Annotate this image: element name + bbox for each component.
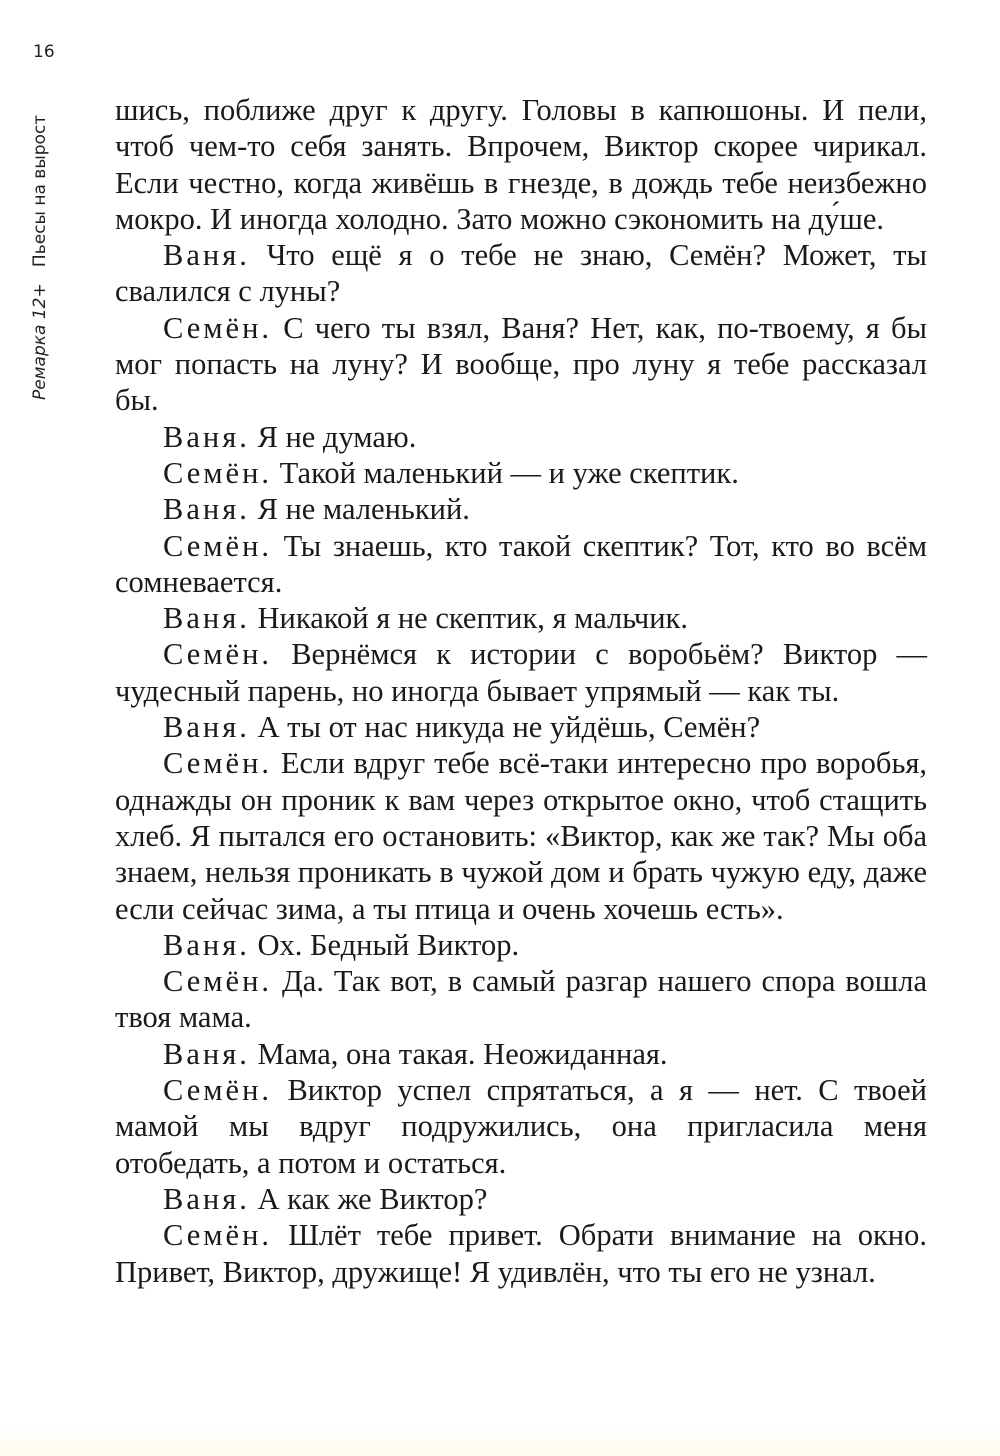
running-header — [30, 115, 50, 400]
dialogue-text: Такой маленький — и уже скептик. — [279, 455, 739, 490]
speaker-name: Ваня. — [163, 1181, 250, 1216]
dialogue-text: А ты от нас никуда не уйдёшь, Семён? — [257, 710, 761, 745]
dialogue-line — [115, 1181, 927, 1217]
speaker-name: Ваня. — [163, 927, 250, 962]
dialogue-line — [115, 1036, 927, 1072]
dialogue-line — [115, 528, 927, 601]
speaker-name: Семён. — [163, 746, 273, 781]
speaker-name: Ваня. — [163, 238, 250, 273]
dialogue-text: А как же Виктор? — [257, 1181, 488, 1216]
speaker-name: Ваня. — [163, 492, 250, 527]
speaker-name: Ваня. — [163, 601, 250, 636]
dialogue-line — [115, 455, 927, 491]
dialogue-text: Мама, она такая. Неожиданная. — [257, 1036, 668, 1071]
speaker-name: Семён. — [163, 1073, 273, 1108]
dialogue-line — [115, 1217, 927, 1290]
speaker-name: Семён. — [163, 455, 273, 490]
dialogue-line — [115, 745, 927, 926]
dialogue-text: Никакой я не скептик, я мальчик. — [257, 601, 688, 636]
dialogue-text: Если вдруг тебе всё-таки интересно про воробья, однажды он проник к вам через открытое окно, чтоб стащить хлеб. Я пытался его остановить: «Виктор, как же так? Мы оба знаем, нельзя проникать в чужой дом и брать чужую еду, даже если сейчас зима, а ты птица и очень хочешь есть». — [115, 746, 928, 926]
dialogue-line — [115, 709, 927, 745]
dialogue-text: С чего ты взял, Ваня? Нет, как, по-твоему, я бы мог попасть на луну? И вообще, про луну я тебе рассказал бы. — [115, 310, 927, 418]
dialogue-text: Я не маленький. — [257, 492, 470, 527]
speaker-name: Ваня. — [163, 1036, 250, 1071]
dialogue-line — [115, 963, 927, 1036]
dialogue-line — [115, 237, 927, 310]
dialogue-text: Ох. Бедный Виктор. — [257, 927, 520, 962]
dialogue-line — [115, 927, 927, 963]
book-title: Пьесы на вырост — [30, 114, 50, 268]
dialogue-line — [115, 600, 927, 636]
page-number: 16 — [33, 42, 55, 62]
series-name: Ремарка 12+ — [30, 283, 50, 400]
speaker-name: Ваня. — [163, 710, 250, 745]
dialogue-text: Ты знаешь, кто такой скептик? Тот, кто во всём сомневается. — [115, 528, 928, 599]
speaker-name: Семён. — [163, 964, 273, 999]
dialogue-text: Виктор успел спрятаться, а я — нет. С твоей мамой мы вдруг подружились, она пригласила меня отобедать, а потом и остаться. — [115, 1073, 928, 1180]
dialogue-line — [115, 491, 927, 527]
speaker-name: Семён. — [163, 637, 273, 672]
page-text — [115, 92, 927, 1290]
dialogue-text: Шлёт тебе привет. Обрати внимание на окно. Привет, Виктор, дружище! Я удивлён, что ты его не узнал. — [115, 1218, 927, 1289]
page-edge-tint — [0, 1426, 1000, 1456]
paragraph — [115, 92, 927, 237]
dialogue-text: Что ещё я о тебе не знаю, Семён? Может, ты свалился с луны? — [115, 238, 928, 309]
speaker-name: Ваня. — [163, 419, 250, 454]
paragraph-text: шись, поближе друг к другу. Головы в капюшоны. И пели, чтоб чем-то себя занять. Впрочем, Виктор скорее чирикал. Если честно, когда живёшь в гнезде, в дождь тебе неизбежно мокро. И иногда холодно. Зато можно сэкономить на ду́ше. — [115, 93, 927, 236]
dialogue-line — [115, 310, 927, 419]
dialogue-text: Да. Так вот, в самый разгар нашего спора вошла твоя мама. — [115, 964, 927, 1035]
dialogue-line — [115, 419, 927, 455]
speaker-name: Семён. — [163, 528, 273, 563]
dialogue-line — [115, 1072, 927, 1181]
dialogue-line — [115, 636, 927, 709]
dialogue-text: Вернёмся к истории с воробьём? Виктор — чудесный парень, но иногда бывает упрямый — как ты. — [115, 637, 927, 708]
speaker-name: Семён. — [163, 310, 273, 345]
speaker-name: Семён. — [163, 1218, 273, 1253]
dialogue-text: Я не думаю. — [257, 419, 417, 454]
